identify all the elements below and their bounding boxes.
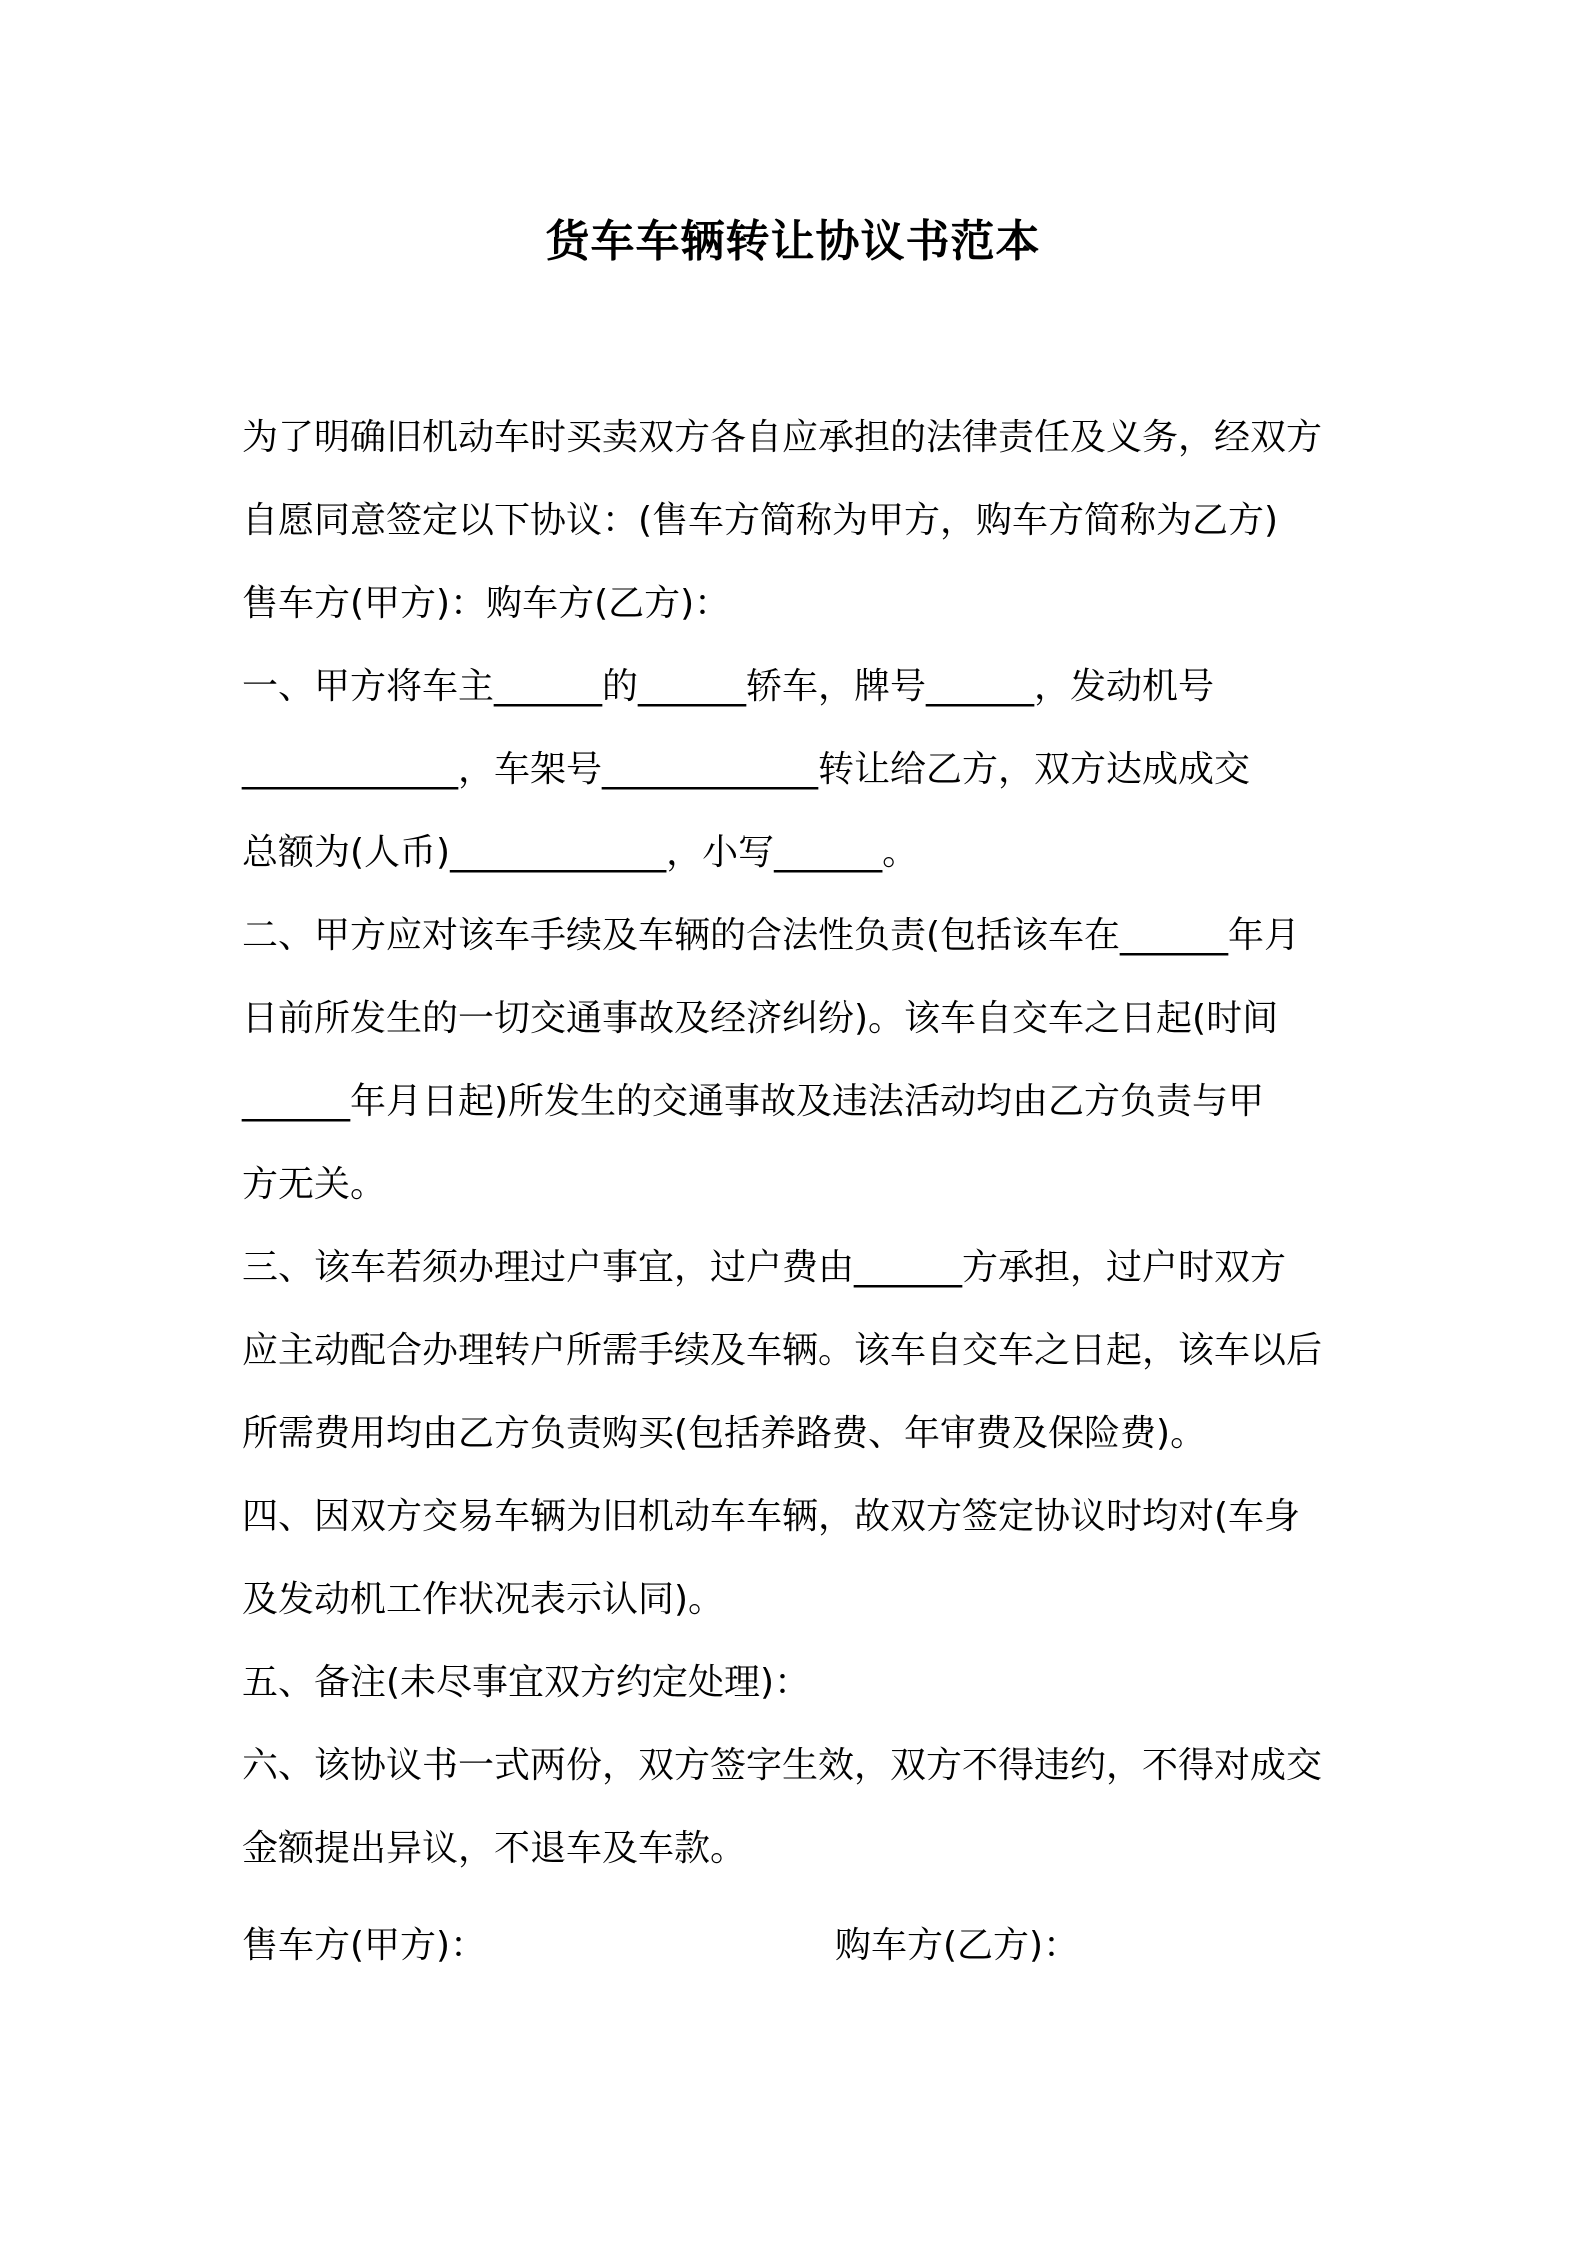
clause-2-line: ______年月日起)所发生的交通事故及违法活动均由乙方负责与甲 [242,1081,1265,1122]
seller-signature-label: 售车方(甲方)： [242,1925,487,1966]
clause-1-line: 一、甲方将车主______的______轿车，牌号______，发动机号 [242,666,1215,707]
clause-2-line: 二、甲方应对该车手续及车辆的合法性负责(包括该车在______年月 [242,915,1301,956]
clause-6-line: 六、该协议书一式两份，双方签字生效，双方不得违约，不得对成交 [242,1745,1323,1786]
paragraph-line: 为了明确旧机动车时买卖双方各自应承担的法律责任及义务，经双方 [242,417,1323,458]
paragraph-line: 售车方(甲方)：购车方(乙方)： [242,583,731,624]
clause-4-line: 及发动机工作状况表示认同)。 [242,1579,725,1620]
document-title: 货车车辆转让协议书范本 [545,216,1041,267]
clause-3-line: 三、该车若须办理过户事宜，过户费由______方承担，过户时双方 [242,1247,1287,1288]
buyer-signature-label: 购车方(乙方)： [835,1925,1080,1966]
clause-5-line: 五、备注(未尽事宜双方约定处理)： [242,1662,811,1703]
clause-2-line: 日前所发生的一切交通事故及经济纠纷)。该车自交车之日起(时间 [242,998,1279,1039]
clause-1-line: ____________，车架号____________转让给乙方，双方达成成交 [242,749,1251,790]
paragraph-line: 自愿同意签定以下协议：(售车方简称为甲方，购车方简称为乙方) [242,500,1279,541]
clause-4-line: 四、因双方交易车辆为旧机动车车辆，故双方签定协议时均对(车身 [242,1496,1301,1537]
clause-1-line: 总额为(人币)____________，小写______。 [242,832,919,873]
clause-2-line: 方无关。 [242,1164,387,1205]
clause-3-line: 所需费用均由乙方负责购买(包括养路费、年审费及保险费)。 [242,1413,1207,1454]
clause-6-line: 金额提出异议，不退车及车款。 [242,1828,747,1869]
clause-3-line: 应主动配合办理转户所需手续及车辆。该车自交车之日起，该车以后 [242,1330,1323,1371]
